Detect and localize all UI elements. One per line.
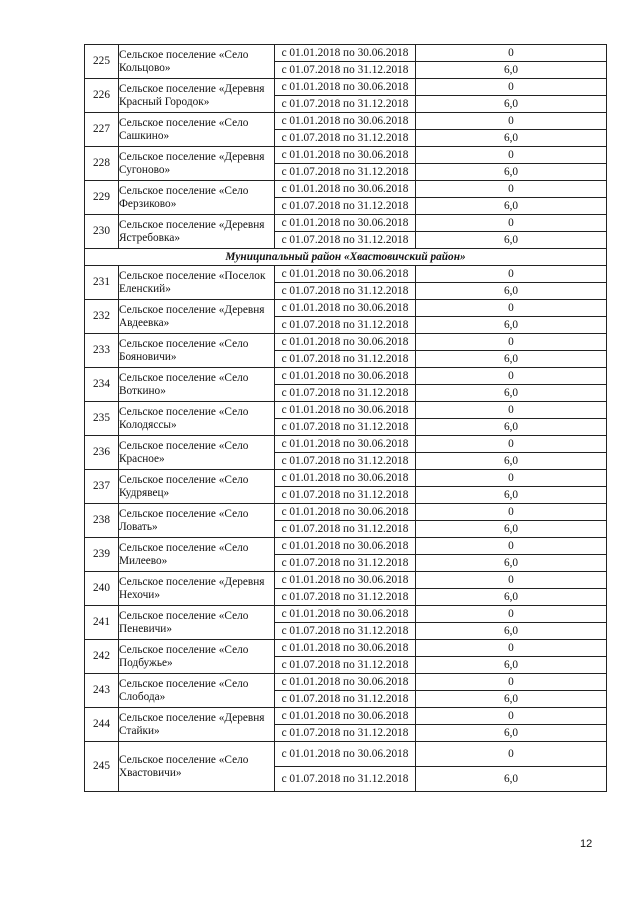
table-row xyxy=(85,402,607,419)
table-row xyxy=(85,436,607,453)
row-number: 245 xyxy=(85,742,119,792)
row-number: 233 xyxy=(85,334,119,368)
value-cell: 0 xyxy=(416,504,607,521)
value-cell: 6,0 xyxy=(416,283,607,300)
section-title: Муниципальный район «Хвастовичский район» xyxy=(85,249,607,266)
period-cell: с 01.07.2018 по 31.12.2018 xyxy=(275,351,416,368)
settlement-name: Сельское поселение «Поселок Еленский» xyxy=(119,266,275,300)
settlement-name: Сельское поселение «Деревня Авдеевка» xyxy=(119,300,275,334)
value-cell: 6,0 xyxy=(416,385,607,402)
table-row xyxy=(85,147,607,164)
settlement-name: Сельское поселение «Село Кудрявец» xyxy=(119,470,275,504)
value-cell: 6,0 xyxy=(416,623,607,640)
table-row xyxy=(85,334,607,351)
value-cell: 6,0 xyxy=(416,521,607,538)
value-cell: 6,0 xyxy=(416,62,607,79)
period-cell: с 01.07.2018 по 31.12.2018 xyxy=(275,521,416,538)
period-cell: с 01.01.2018 по 30.06.2018 xyxy=(275,147,416,164)
value-cell: 0 xyxy=(416,113,607,130)
table-row xyxy=(85,79,607,96)
table-row xyxy=(85,215,607,232)
settlement-name: Сельское поселение «Село Подбужье» xyxy=(119,640,275,674)
table-row xyxy=(85,45,607,62)
period-cell: с 01.01.2018 по 30.06.2018 xyxy=(275,470,416,487)
period-cell: с 01.01.2018 по 30.06.2018 xyxy=(275,436,416,453)
value-cell: 6,0 xyxy=(416,725,607,742)
value-cell: 0 xyxy=(416,334,607,351)
row-number: 227 xyxy=(85,113,119,147)
settlement-name: Сельское поселение «Село Ферзиково» xyxy=(119,181,275,215)
period-cell: с 01.07.2018 по 31.12.2018 xyxy=(275,487,416,504)
period-cell: с 01.01.2018 по 30.06.2018 xyxy=(275,640,416,657)
period-cell: с 01.07.2018 по 31.12.2018 xyxy=(275,691,416,708)
period-cell: с 01.01.2018 по 30.06.2018 xyxy=(275,504,416,521)
value-cell: 6,0 xyxy=(416,555,607,572)
table-row xyxy=(85,742,607,767)
settlement-name: Сельское поселение «Село Воткино» xyxy=(119,368,275,402)
value-cell: 0 xyxy=(416,402,607,419)
value-cell: 0 xyxy=(416,45,607,62)
table-row xyxy=(85,708,607,725)
period-cell: с 01.01.2018 по 30.06.2018 xyxy=(275,742,416,767)
settlement-name: Сельское поселение «Село Бояновичи» xyxy=(119,334,275,368)
settlement-name: Сельское поселение «Село Красное» xyxy=(119,436,275,470)
period-cell: с 01.07.2018 по 31.12.2018 xyxy=(275,623,416,640)
value-cell: 0 xyxy=(416,470,607,487)
table-row xyxy=(85,181,607,198)
value-cell: 6,0 xyxy=(416,453,607,470)
row-number: 226 xyxy=(85,79,119,113)
row-number: 239 xyxy=(85,538,119,572)
period-cell: с 01.01.2018 по 30.06.2018 xyxy=(275,606,416,623)
settlement-name: Сельское поселение «Село Сашкино» xyxy=(119,113,275,147)
value-cell: 0 xyxy=(416,368,607,385)
period-cell: с 01.07.2018 по 31.12.2018 xyxy=(275,96,416,113)
period-cell: с 01.01.2018 по 30.06.2018 xyxy=(275,79,416,96)
row-number: 225 xyxy=(85,45,119,79)
period-cell: с 01.01.2018 по 30.06.2018 xyxy=(275,334,416,351)
table-row xyxy=(85,538,607,555)
period-cell: с 01.07.2018 по 31.12.2018 xyxy=(275,130,416,147)
settlement-name: Сельское поселение «Село Ловать» xyxy=(119,504,275,538)
settlement-name: Сельское поселение «Деревня Стайки» xyxy=(119,708,275,742)
value-cell: 0 xyxy=(416,606,607,623)
settlement-name: Сельское поселение «Село Хвастовичи» xyxy=(119,742,275,792)
row-number: 238 xyxy=(85,504,119,538)
period-cell: с 01.01.2018 по 30.06.2018 xyxy=(275,215,416,232)
value-cell: 0 xyxy=(416,674,607,691)
settlement-name: Сельское поселение «Деревня Нехочи» xyxy=(119,572,275,606)
value-cell: 6,0 xyxy=(416,164,607,181)
period-cell: с 01.01.2018 по 30.06.2018 xyxy=(275,402,416,419)
period-cell: с 01.07.2018 по 31.12.2018 xyxy=(275,453,416,470)
table-row xyxy=(85,606,607,623)
value-cell: 6,0 xyxy=(416,198,607,215)
value-cell: 0 xyxy=(416,538,607,555)
value-cell: 0 xyxy=(416,147,607,164)
row-number: 230 xyxy=(85,215,119,249)
row-number: 229 xyxy=(85,181,119,215)
row-number: 240 xyxy=(85,572,119,606)
period-cell: с 01.07.2018 по 31.12.2018 xyxy=(275,555,416,572)
row-number: 236 xyxy=(85,436,119,470)
value-cell: 6,0 xyxy=(416,691,607,708)
value-cell: 6,0 xyxy=(416,589,607,606)
value-cell: 0 xyxy=(416,436,607,453)
period-cell: с 01.07.2018 по 31.12.2018 xyxy=(275,198,416,215)
settlement-name: Сельское поселение «Село Милеево» xyxy=(119,538,275,572)
value-cell: 0 xyxy=(416,266,607,283)
period-cell: с 01.07.2018 по 31.12.2018 xyxy=(275,62,416,79)
period-cell: с 01.01.2018 по 30.06.2018 xyxy=(275,266,416,283)
value-cell: 0 xyxy=(416,572,607,589)
table-row xyxy=(85,470,607,487)
row-number: 232 xyxy=(85,300,119,334)
row-number: 241 xyxy=(85,606,119,640)
value-cell: 0 xyxy=(416,300,607,317)
table-row xyxy=(85,572,607,589)
settlements-table xyxy=(84,44,607,792)
period-cell: с 01.07.2018 по 31.12.2018 xyxy=(275,385,416,402)
value-cell: 0 xyxy=(416,181,607,198)
table-row xyxy=(85,504,607,521)
period-cell: с 01.01.2018 по 30.06.2018 xyxy=(275,538,416,555)
period-cell: с 01.07.2018 по 31.12.2018 xyxy=(275,232,416,249)
period-cell: с 01.07.2018 по 31.12.2018 xyxy=(275,283,416,300)
period-cell: с 01.07.2018 по 31.12.2018 xyxy=(275,317,416,334)
section-header-row xyxy=(85,249,607,266)
table-row xyxy=(85,300,607,317)
settlement-name: Сельское поселение «Деревня Сугоново» xyxy=(119,147,275,181)
table-row xyxy=(85,113,607,130)
row-number: 244 xyxy=(85,708,119,742)
row-number: 235 xyxy=(85,402,119,436)
settlement-name: Сельское поселение «Село Кольцово» xyxy=(119,45,275,79)
value-cell: 6,0 xyxy=(416,232,607,249)
period-cell: с 01.07.2018 по 31.12.2018 xyxy=(275,589,416,606)
settlement-name: Сельское поселение «Село Колодяссы» xyxy=(119,402,275,436)
value-cell: 6,0 xyxy=(416,419,607,436)
table-row xyxy=(85,368,607,385)
period-cell: с 01.01.2018 по 30.06.2018 xyxy=(275,300,416,317)
row-number: 231 xyxy=(85,266,119,300)
period-cell: с 01.01.2018 по 30.06.2018 xyxy=(275,674,416,691)
settlement-name: Сельское поселение «Деревня Ястребовка» xyxy=(119,215,275,249)
settlement-name: Сельское поселение «Деревня Красный Городок» xyxy=(119,79,275,113)
value-cell: 6,0 xyxy=(416,317,607,334)
value-cell: 6,0 xyxy=(416,130,607,147)
row-number: 228 xyxy=(85,147,119,181)
value-cell: 6,0 xyxy=(416,657,607,674)
period-cell: с 01.07.2018 по 31.12.2018 xyxy=(275,725,416,742)
table-row xyxy=(85,640,607,657)
period-cell: с 01.01.2018 по 30.06.2018 xyxy=(275,368,416,385)
period-cell: с 01.01.2018 по 30.06.2018 xyxy=(275,181,416,198)
value-cell: 6,0 xyxy=(416,96,607,113)
value-cell: 0 xyxy=(416,640,607,657)
page-number: 12 xyxy=(580,838,593,850)
value-cell: 6,0 xyxy=(416,487,607,504)
row-number: 243 xyxy=(85,674,119,708)
period-cell: с 01.07.2018 по 31.12.2018 xyxy=(275,657,416,674)
period-cell: с 01.07.2018 по 31.12.2018 xyxy=(275,767,416,792)
period-cell: с 01.01.2018 по 30.06.2018 xyxy=(275,113,416,130)
period-cell: с 01.01.2018 по 30.06.2018 xyxy=(275,708,416,725)
value-cell: 0 xyxy=(416,79,607,96)
period-cell: с 01.07.2018 по 31.12.2018 xyxy=(275,419,416,436)
value-cell: 0 xyxy=(416,215,607,232)
value-cell: 6,0 xyxy=(416,351,607,368)
table-row xyxy=(85,674,607,691)
settlement-name: Сельское поселение «Село Пеневичи» xyxy=(119,606,275,640)
value-cell: 6,0 xyxy=(416,767,607,792)
period-cell: с 01.01.2018 по 30.06.2018 xyxy=(275,572,416,589)
row-number: 237 xyxy=(85,470,119,504)
value-cell: 0 xyxy=(416,708,607,725)
value-cell: 0 xyxy=(416,742,607,767)
table-row xyxy=(85,266,607,283)
row-number: 242 xyxy=(85,640,119,674)
row-number: 234 xyxy=(85,368,119,402)
settlement-name: Сельское поселение «Село Слобода» xyxy=(119,674,275,708)
period-cell: с 01.07.2018 по 31.12.2018 xyxy=(275,164,416,181)
period-cell: с 01.01.2018 по 30.06.2018 xyxy=(275,45,416,62)
